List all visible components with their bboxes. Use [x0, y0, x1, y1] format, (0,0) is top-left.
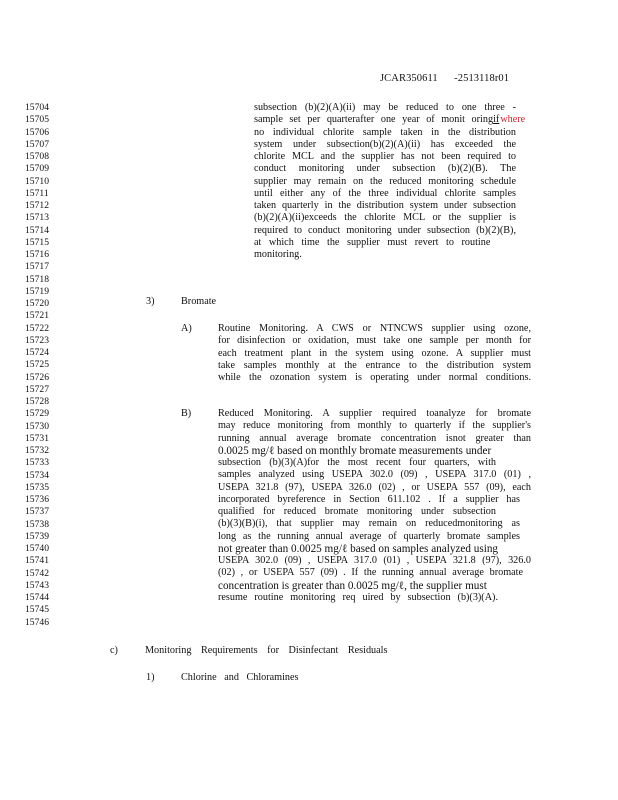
- line-number: 15741: [25, 555, 49, 567]
- section-c-label: c): [110, 645, 118, 656]
- line-number: 15723: [25, 334, 49, 346]
- text-line: running annual average bromate concentration isnot greater than: [218, 432, 531, 444]
- text-line: conduct monitoring under subsection (b)(2)(B). The: [254, 163, 516, 175]
- line-number: 15734: [25, 469, 49, 481]
- line-number: 15715: [25, 236, 49, 248]
- text-line: samples analyzed using USEPA 302.0 (09) , USEPA 317.0 (01) ,: [218, 469, 531, 481]
- line-number: 15731: [25, 432, 49, 444]
- document-version: -2513118r01: [454, 73, 510, 84]
- text-line: monitoring.: [254, 249, 302, 260]
- line-number: 15744: [25, 592, 49, 603]
- text-line: concentration is greater than 0.0025 mg/ℓ, the supplier must: [218, 579, 487, 592]
- line-number: 15735: [25, 481, 49, 493]
- line-number: 15722: [25, 322, 49, 334]
- reduced-monitoring-paragraph: [218, 408, 531, 604]
- line-number: 15721: [25, 310, 49, 322]
- text-line: subsection (b)(2)(A)(ii) may be reduced to one three -: [254, 102, 516, 113]
- line-number: 15706: [25, 126, 49, 138]
- line-number: 15708: [25, 151, 49, 162]
- text-line: Reduced Monitoring. A supplier required toanalyze for bromate: [218, 408, 531, 419]
- text-line: incorporated byreference in Section 611.102 . If a supplier has: [218, 493, 520, 505]
- line-number: 15704: [25, 102, 49, 113]
- text-line: qualified for reduced bromate monitoring under subsection: [218, 506, 496, 517]
- line-number: 15717: [25, 261, 49, 273]
- line-number: 15705: [25, 114, 49, 126]
- section-c-heading: Monitoring Requirements for Disinfectant Residuals: [145, 645, 388, 656]
- line-number: 15740: [25, 543, 49, 554]
- text-line: USEPA 302.0 (09) , USEPA 317.0 (01) , USEPA 321.8 (97), 326.0: [218, 555, 531, 566]
- inserted-text: [493, 114, 525, 126]
- inserted-word-where: where: [500, 114, 526, 126]
- inserted-word-if: if: [493, 114, 500, 126]
- text-line: at which time the supplier must revert to routine: [254, 236, 491, 248]
- line-number: 15716: [25, 249, 49, 260]
- line-number: 15714: [25, 224, 49, 236]
- text-line: take samples monthly at the entrance to the distribution system: [218, 359, 531, 371]
- text-line: required to conduct monitoring under subsection (b)(2)(B),: [254, 224, 516, 236]
- bromate-heading: Bromate: [181, 296, 217, 307]
- line-number: 15726: [25, 371, 49, 383]
- line-number: 15719: [25, 285, 49, 297]
- text-line: for disinfection or oxidation, must take one sample per month for: [218, 335, 531, 347]
- text-line: while the ozonation system is operating under normal conditions.: [218, 372, 531, 383]
- line-number: 15732: [25, 445, 49, 456]
- line-number: 15729: [25, 408, 49, 420]
- line-number: 15746: [25, 616, 49, 628]
- text-line: each treatment plant in the system using ozone. A supplier must: [218, 347, 531, 359]
- text-line: (b)(3)(B)(i), that supplier may remain on reducedmonitoring as: [218, 518, 520, 530]
- line-number-column: [25, 102, 49, 629]
- text-line: [254, 114, 526, 126]
- text-line: may reduce monitoring from monthly to quarterly if the supplier's: [218, 420, 531, 432]
- line-number: 15720: [25, 298, 49, 309]
- line-number: 15738: [25, 518, 49, 530]
- text-line-segment: sample set per quarterafter one year of monit oring: [254, 114, 494, 126]
- line-number: 15728: [25, 396, 49, 407]
- text-line: subsection (b)(3)(A)for the most recent four quarters, with: [218, 457, 496, 468]
- line-number: 15725: [25, 359, 49, 371]
- bromate-label: 3): [146, 296, 155, 307]
- chlorite-reduced-monitoring-paragraph: [254, 102, 526, 261]
- line-number: 15733: [25, 457, 49, 469]
- text-line: long as the running annual average of quarterly bromate samples: [218, 530, 520, 542]
- text-line: taken quarterly in the distribution system under subsection: [254, 200, 516, 211]
- text-line: no individual chlorite sample taken in the distribution: [254, 126, 516, 138]
- paragraph-A-label: A): [181, 323, 192, 334]
- line-number: 15707: [25, 138, 49, 150]
- line-number: 15712: [25, 200, 49, 211]
- line-number: 15737: [25, 506, 49, 518]
- line-number: 15745: [25, 604, 49, 616]
- paragraph-B-label: B): [181, 408, 192, 419]
- text-line: until either any of the three individual chlorite samples: [254, 187, 516, 199]
- line-number: 15742: [25, 567, 49, 579]
- line-number: 15730: [25, 420, 49, 432]
- document-header: [380, 73, 509, 84]
- item-1-heading: Chlorine and Chloramines: [181, 672, 299, 683]
- item-1-label: 1): [146, 672, 155, 683]
- document-id: JCAR350611: [380, 73, 438, 84]
- line-number: 15718: [25, 273, 49, 285]
- line-number: 15727: [25, 383, 49, 395]
- text-line: (02) , or USEPA 557 (09) . If the running annual average bromate: [218, 567, 523, 579]
- line-number: 15724: [25, 347, 49, 358]
- routine-monitoring-paragraph: [218, 323, 531, 384]
- text-line: (b)(2)(A)(ii)exceeds the chlorite MCL or the supplier is: [254, 212, 516, 224]
- line-number: 15711: [25, 187, 49, 199]
- text-line: not greater than 0.0025 mg/ℓ based on samples analyzed using: [218, 542, 499, 555]
- text-line: USEPA 321.8 (97), USEPA 326.0 (02) , or USEPA 557 (09), each: [218, 481, 531, 493]
- text-line: 0.0025 mg/ℓ based on monthly bromate measurements under: [218, 444, 492, 457]
- text-line: Routine Monitoring. A CWS or NTNCWS supplier using ozone,: [218, 323, 531, 334]
- text-line: resume routine monitoring req uired by subsection (b)(3)(A).: [218, 591, 498, 603]
- line-number: 15710: [25, 175, 49, 187]
- text-line: chlorite MCL and the supplier has not been required to: [254, 151, 516, 162]
- line-number: 15709: [25, 163, 49, 175]
- line-number: 15713: [25, 212, 49, 224]
- line-number: 15739: [25, 530, 49, 542]
- line-number: 15743: [25, 579, 49, 591]
- text-line: supplier may remain on the reduced monitoring schedule: [254, 175, 516, 187]
- text-line: system under subsection(b)(2)(A)(ii) has exceeded the: [254, 138, 516, 150]
- line-number: 15736: [25, 494, 49, 505]
